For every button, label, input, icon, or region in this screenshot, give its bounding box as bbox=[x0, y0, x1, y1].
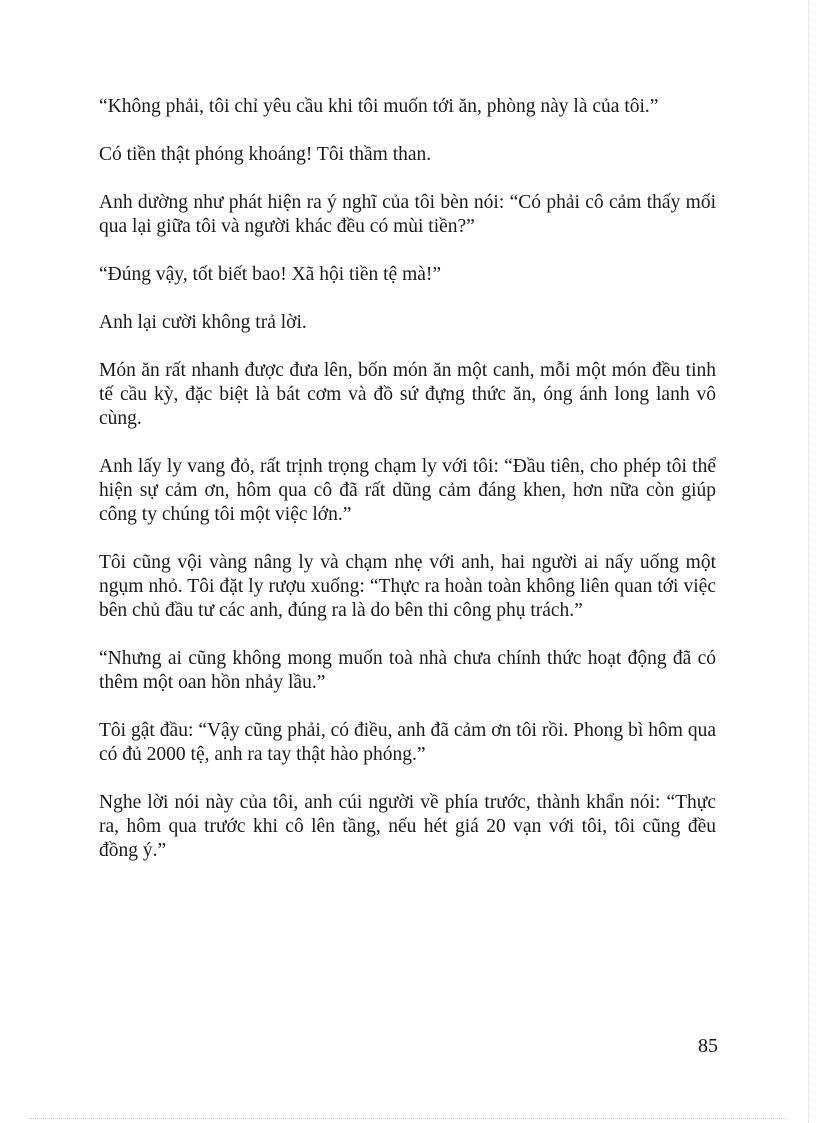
paragraph: Nghe lời nói này của tôi, anh cúi người về phía trước, thành khẩn nói: “Thực ra, hôm qua trước khi cô lên tầng, nếu hét giá 20 vạn với tôi, tôi cũng đều đồng ý.” bbox=[99, 792, 716, 861]
paragraph: Có tiền thật phóng khoáng! Tôi thầm than. bbox=[99, 144, 432, 165]
paragraph: Anh lấy ly vang đỏ, rất trịnh trọng chạm ly với tôi: “Đầu tiên, cho phép tôi thể hiện sự cảm ơn, hôm qua cô đã rất dũng cảm đáng khen, hơn nữa còn giúp công ty chúng tôi một việc lớn.” bbox=[99, 456, 716, 525]
paragraph: “Không phải, tôi chỉ yêu cầu khi tôi muốn tới ăn, phòng này là của tôi.” bbox=[99, 96, 659, 117]
paragraph: Tôi gật đầu: “Vậy cũng phải, có điều, anh đã cảm ơn tôi rồi. Phong bì hôm qua có đủ 2000 tệ, anh ra tay thật hào phóng.” bbox=[99, 720, 716, 765]
bottom-divider bbox=[30, 1118, 786, 1119]
paragraph: Món ăn rất nhanh được đưa lên, bốn món ăn một canh, mỗi một món đều tinh tế cầu kỳ, đặc biệt là bát cơm và đồ sứ đựng thức ăn, óng ánh long lanh vô cùng. bbox=[99, 360, 716, 429]
paragraph: Tôi cũng vội vàng nâng ly và chạm nhẹ với anh, hai người ai nấy uống một ngụm nhỏ. Tôi đặt ly rượu xuống: “Thực ra hoàn toàn không liên quan tới việc bên chủ đầu tư các anh, đúng ra là do bên thi công phụ trách.” bbox=[99, 552, 716, 621]
paragraph: Anh dường như phát hiện ra ý nghĩ của tôi bèn nói: “Có phải cô cảm thấy mối qua lại giữa tôi và người khác đều có mùi tiền?” bbox=[99, 192, 716, 237]
paragraph: “Đúng vậy, tốt biết bao! Xã hội tiền tệ mà!” bbox=[99, 264, 442, 285]
paragraph: “Nhưng ai cũng không mong muốn toà nhà chưa chính thức hoạt động đã có thêm một oan hồn nhảy lầu.” bbox=[99, 648, 716, 693]
body-text bbox=[99, 95, 716, 887]
right-edge-divider bbox=[808, 0, 809, 1123]
paragraph: Anh lại cười không trả lời. bbox=[99, 312, 307, 333]
page-number: 85 bbox=[698, 1035, 718, 1057]
